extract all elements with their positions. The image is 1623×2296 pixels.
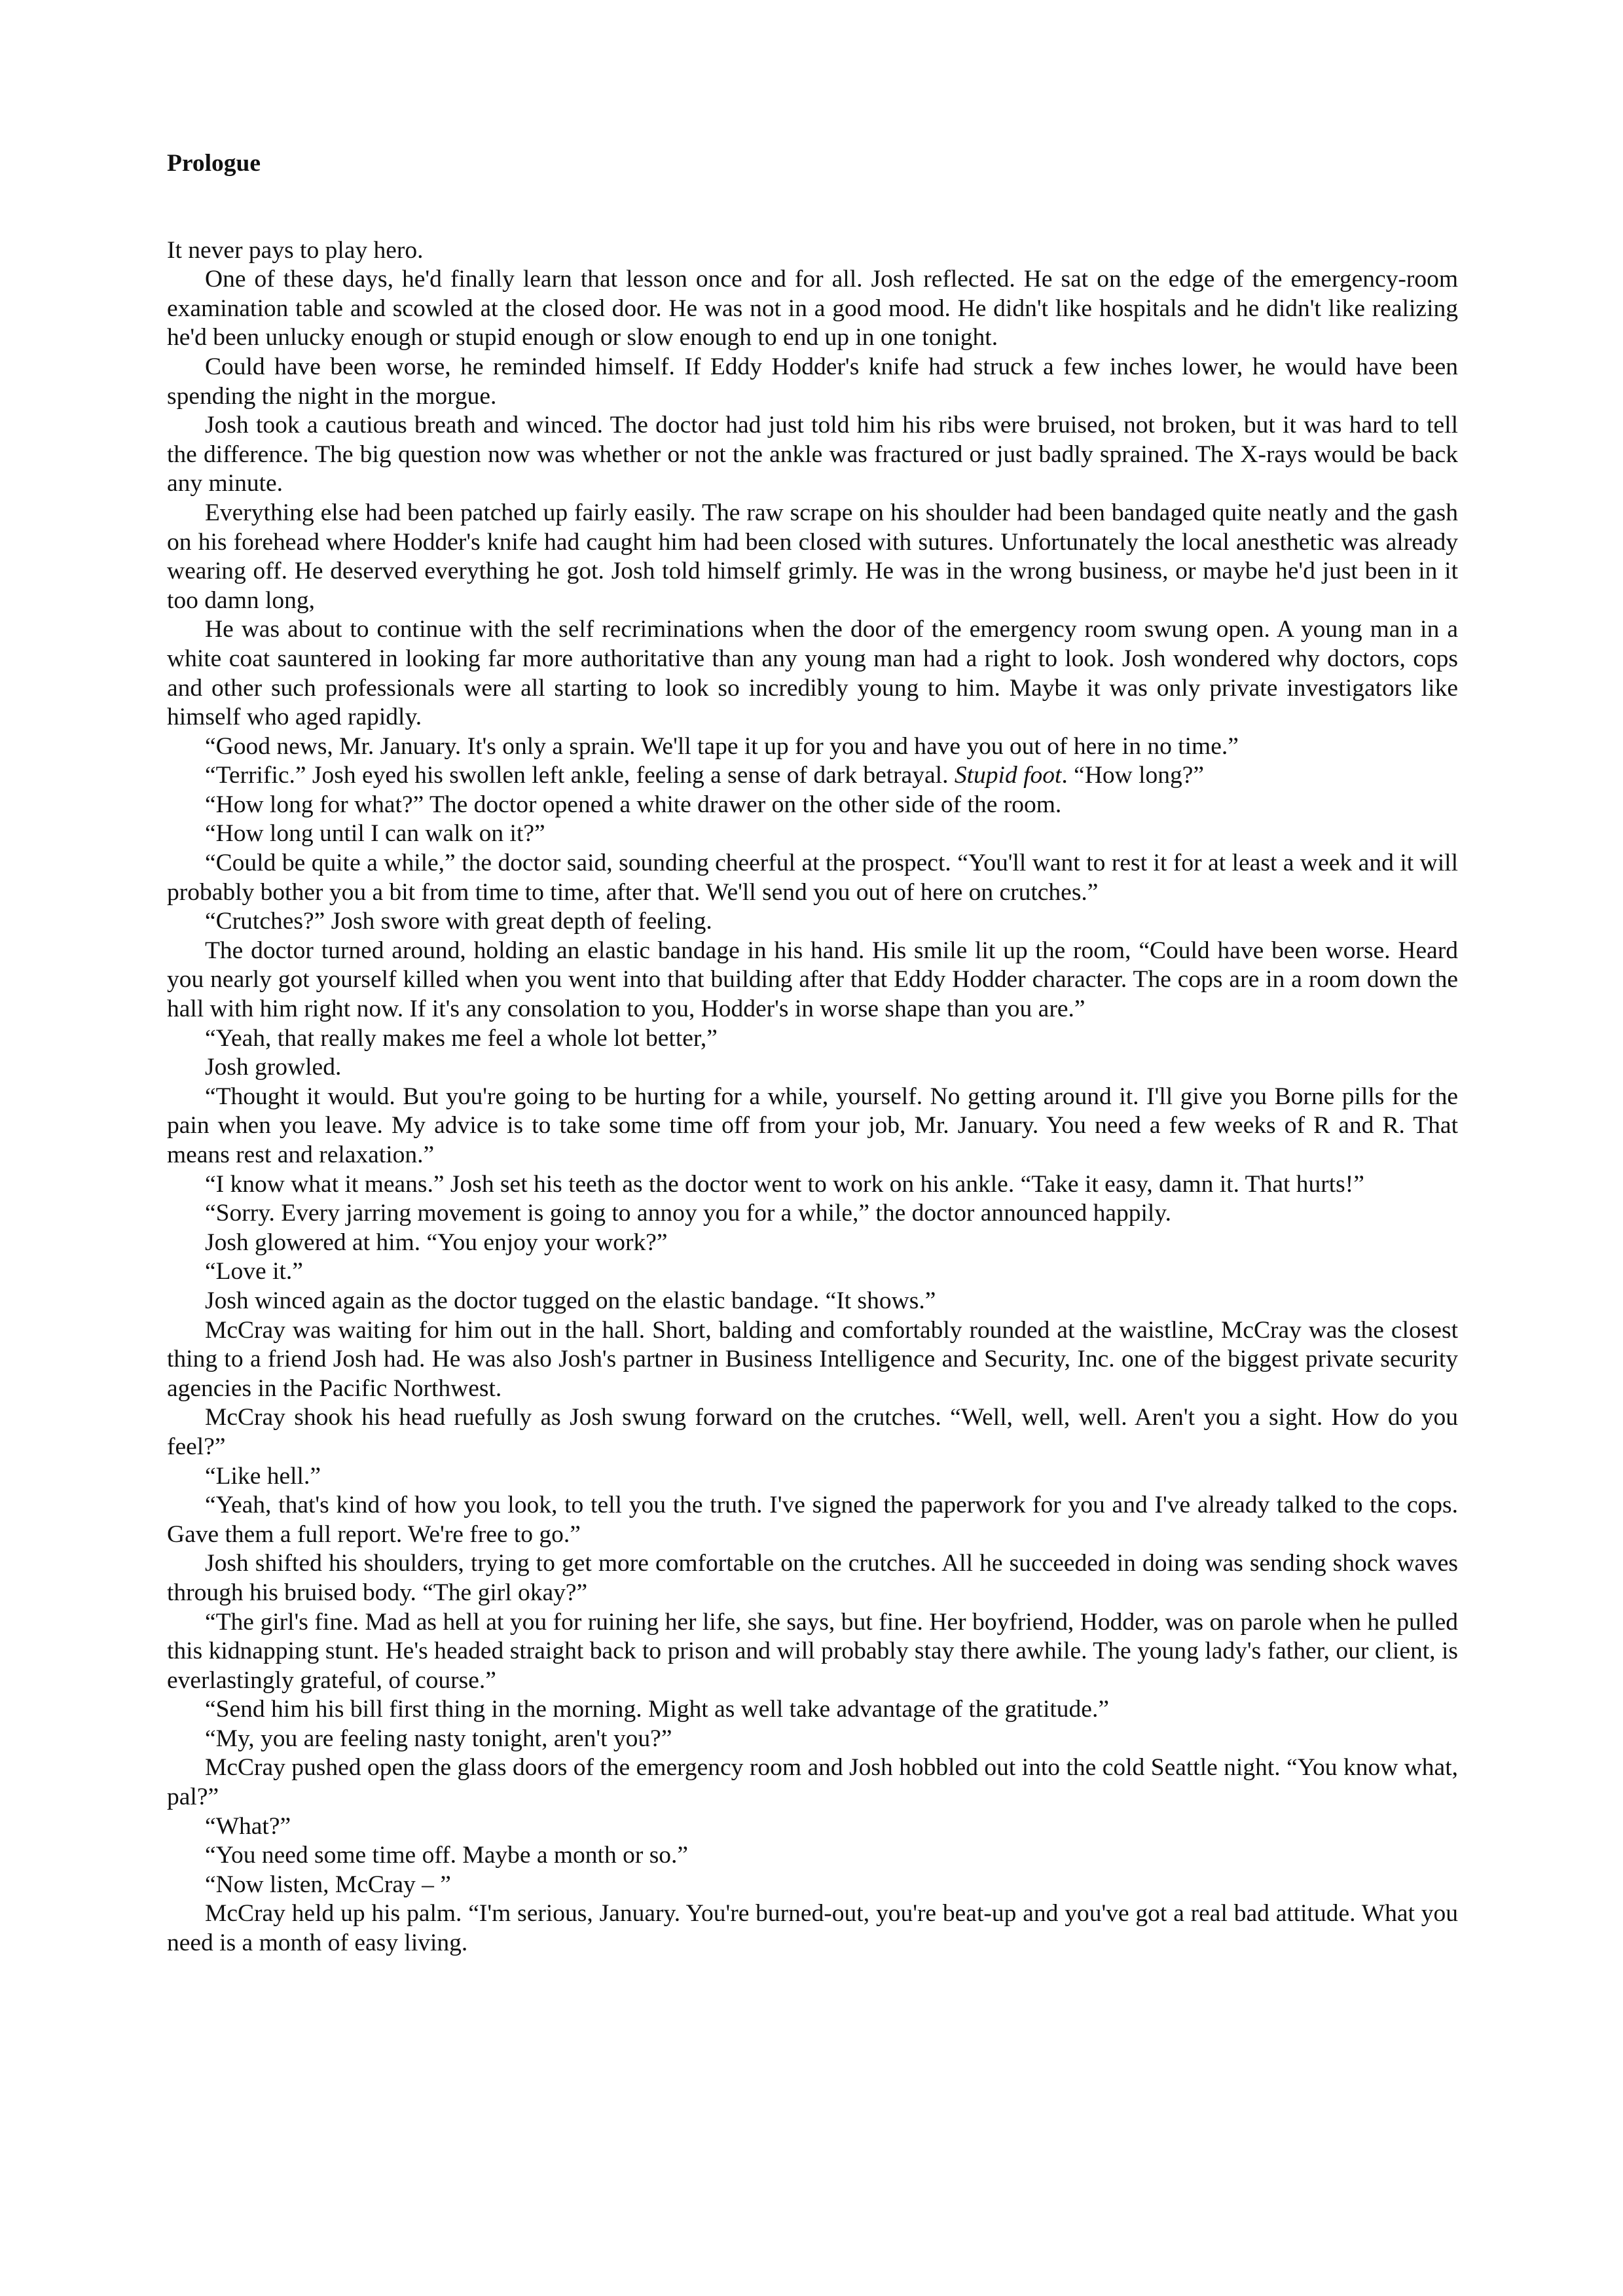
paragraph: One of these days, he'd finally learn that lesson once and for all. Josh reflected. He sat on the edge of the emergency-room examination table and scowled at the closed door. He was not in a good mood. He didn't like hospitals and he didn't like realizing he'd been unlucky enough or stupid enough or slow enough to end up in one tonight. — [167, 266, 1458, 351]
paragraph: McCray pushed open the glass doors of the emergency room and Josh hobbled out into the cold Seattle night. “You know what, pal?” — [167, 1754, 1458, 1811]
paragraph: “Like hell.” — [205, 1462, 321, 1490]
paragraph: “My, you are feeling nasty tonight, aren't you?” — [205, 1725, 672, 1752]
paragraph: “What?” — [205, 1812, 291, 1840]
chapter-title: Prologue — [167, 150, 261, 177]
paragraph: The doctor turned around, holding an elastic bandage in his hand. His smile lit up the room, “Could have been worse. Heard you nearly got yourself killed when you went into that building after that Eddy Hodder character. The cops are in a room down the hall with him right now. If it's any consolation to you, Hodder's in worse shape than you are.” — [167, 937, 1458, 1023]
paragraph-text: . “How long?” — [1061, 762, 1205, 789]
paragraph: “You need some time off. Maybe a month or so.” — [205, 1842, 689, 1869]
paragraph: “How long until I can walk on it?” — [205, 820, 545, 848]
paragraph-text: “Terrific.” Josh eyed his swollen left ankle, feeling a sense of dark betrayal. — [205, 762, 955, 789]
body-text — [167, 236, 1458, 1958]
paragraph: “Yeah, that really makes me feel a whole lot better,” — [205, 1024, 718, 1052]
paragraph: It never pays to play hero. — [167, 236, 424, 264]
paragraph — [167, 761, 1458, 791]
paragraph: McCray was waiting for him out in the hall. Short, balding and comfortably rounded at the waistline, McCray was the closest thing to a friend Josh had. He was also Josh's partner in Business Intelligence and Security, Inc. one of the biggest private security agencies in the Pacific Northwest. — [167, 1316, 1458, 1402]
paragraph: He was about to continue with the self recriminations when the door of the emergency room swung open. A young man in a white coat sauntered in looking far more authoritative than any young man had a right to look. Josh wondered why doctors, cops and other such professionals were all starting to look so incredibly young to him. Maybe it was only private investigators like himself who aged rapidly. — [167, 616, 1458, 731]
paragraph: McCray shook his head ruefully as Josh swung forward on the crutches. “Well, well, well. Aren't you a sight. How do you feel?” — [167, 1404, 1458, 1460]
paragraph: Could have been worse, he reminded himself. If Eddy Hodder's knife had struck a few inches lower, he would have been spending the night in the morgue. — [167, 353, 1458, 410]
paragraph: Josh growled. — [205, 1054, 342, 1081]
paragraph: McCray held up his palm. “I'm serious, January. You're burned-out, you're beat-up and you've got a real bad attitude. What you need is a month of easy living. — [167, 1900, 1458, 1957]
document-page — [167, 149, 1458, 1958]
paragraph: “Love it.” — [205, 1258, 303, 1285]
paragraph: “Send him his bill first thing in the morning. Might as well take advantage of the gratitude.” — [205, 1696, 1109, 1723]
paragraph: “How long for what?” The doctor opened a white drawer on the other side of the room. — [205, 791, 1062, 818]
paragraph: Josh shifted his shoulders, trying to get more comfortable on the crutches. All he succeeded in doing was sending shock waves through his bruised body. “The girl okay?” — [167, 1550, 1458, 1606]
paragraph: Josh glowered at him. “You enjoy your work?” — [205, 1229, 668, 1256]
paragraph: “Now listen, McCray – ” — [205, 1871, 451, 1898]
paragraph: “Good news, Mr. January. It's only a sprain. We'll tape it up for you and have you out of here in no time.” — [205, 732, 1239, 760]
paragraph: “The girl's fine. Mad as hell at you for ruining her life, she says, but fine. Her boyfriend, Hodder, was on parole when he pulled this kidnapping stunt. He's headed straight back to prison and will probably stay there awhile. The young lady's father, our client, is everlastingly grateful, of course.” — [167, 1608, 1458, 1694]
paragraph: Josh winced again as the doctor tugged on the elastic bandage. “It shows.” — [205, 1287, 936, 1314]
paragraph: “Crutches?” Josh swore with great depth of feeling. — [205, 908, 712, 935]
paragraph: Josh took a cautious breath and winced. The doctor had just told him his ribs were bruised, not broken, but it was hard to tell the difference. The big question now was whether or not the ankle was fractured or just badly sprained. The X-rays would be back any minute. — [167, 412, 1458, 497]
paragraph: Everything else had been patched up fairly easily. The raw scrape on his shoulder had been bandaged quite neatly and the gash on his forehead where Hodder's knife had caught him had been closed with sutures. Unfortunately the local anesthetic was already wearing off. He deserved everything he got. Josh told himself grimly. He was in the wrong business, or maybe he'd just been in it too damn long, — [167, 499, 1458, 614]
paragraph: “Thought it would. But you're going to be hurting for a while, yourself. No getting around it. I'll give you Borne pills for the pain when you leave. My advice is to take some time off from your job, Mr. January. You need a few weeks of R and R. That means rest and relaxation.” — [167, 1083, 1458, 1168]
paragraph: “I know what it means.” Josh set his teeth as the doctor went to work on his ankle. “Take it easy, damn it. That hurts!” — [205, 1170, 1364, 1198]
paragraph: “Yeah, that's kind of how you look, to tell you the truth. I've signed the paperwork for you and I've already talked to the cops. Gave them a full report. We're free to go.” — [167, 1492, 1458, 1548]
italic-emphasis: Stupid foot — [954, 762, 1062, 789]
paragraph: “Sorry. Every jarring movement is going to annoy you for a while,” the doctor announced happily. — [205, 1200, 1171, 1227]
paragraph: “Could be quite a while,” the doctor said, sounding cheerful at the prospect. “You'll want to rest it for at least a week and it will probably bother you a bit from time to time, after that. We'll send you out of here on crutches.” — [167, 850, 1458, 906]
